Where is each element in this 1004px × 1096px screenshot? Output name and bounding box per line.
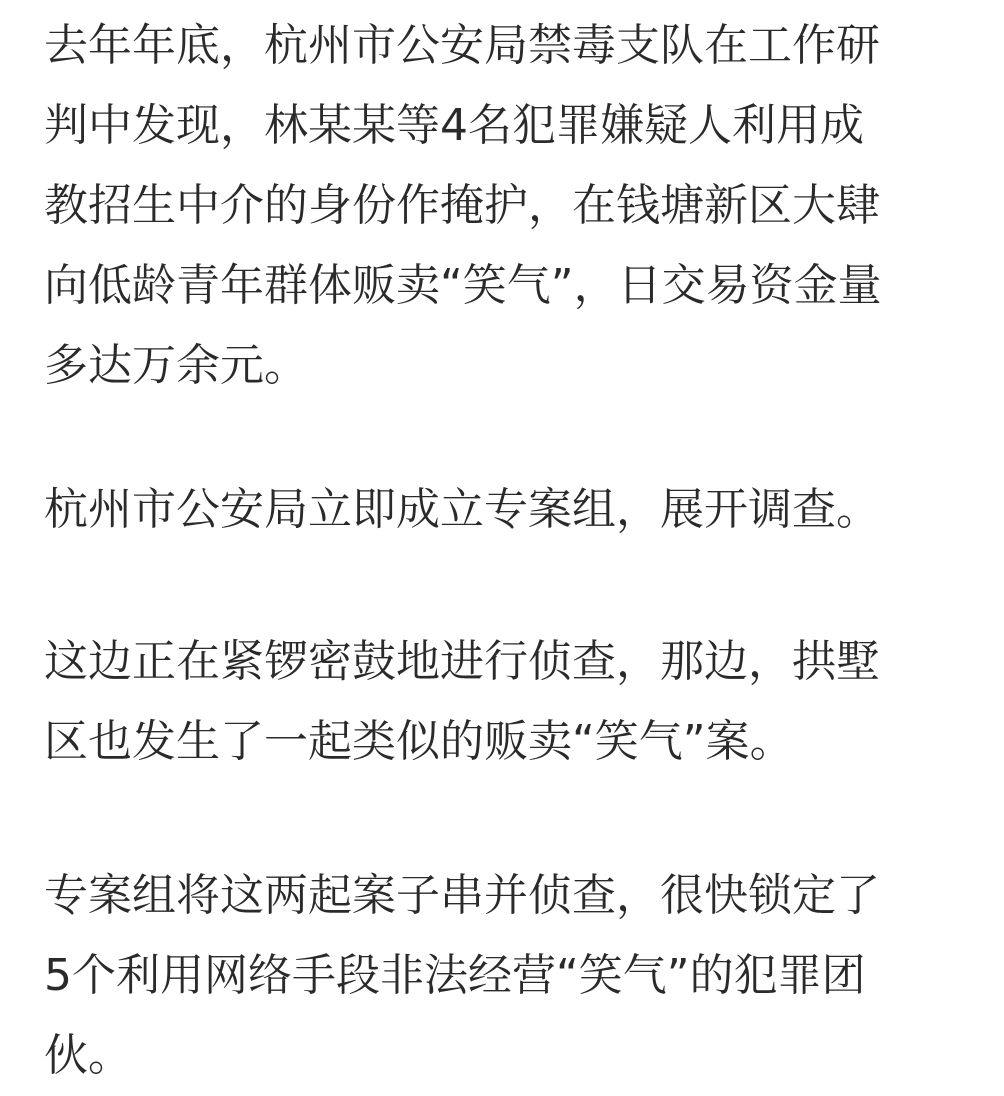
paragraph-4 [44, 856, 880, 1096]
paragraph-line: 5个利用网络手段非法经营“笑气”的犯罪团 [44, 950, 866, 1001]
paragraph-line: 判中发现，林某某等4名犯罪嫌疑人利用成 [44, 100, 864, 151]
paragraph-line: 这边正在紧锣密鼓地进行侦查，那边，拱墅 [44, 636, 880, 687]
paragraph-1 [44, 6, 882, 406]
paragraph-2 [44, 470, 880, 550]
paragraph-line: 专案组将这两起案子串并侦查，很快锁定了 [44, 870, 880, 921]
paragraph-line: 教招生中介的身份作掩护，在钱塘新区大肆 [44, 180, 880, 231]
paragraph-line: 区也发生了一起类似的贩卖“笑气”案。 [44, 716, 794, 767]
paragraph-line: 向低龄青年群体贩卖“笑气”，日交易资金量 [44, 260, 882, 311]
paragraph-line: 杭州市公安局立即成立专案组，展开调查。 [44, 484, 880, 535]
paragraph-3 [44, 622, 880, 782]
paragraph-line: 多达万余元。 [44, 340, 308, 391]
paragraph-line: 去年年底，杭州市公安局禁毒支队在工作研 [44, 20, 880, 71]
paragraph-line: 伙。 [44, 1030, 132, 1081]
